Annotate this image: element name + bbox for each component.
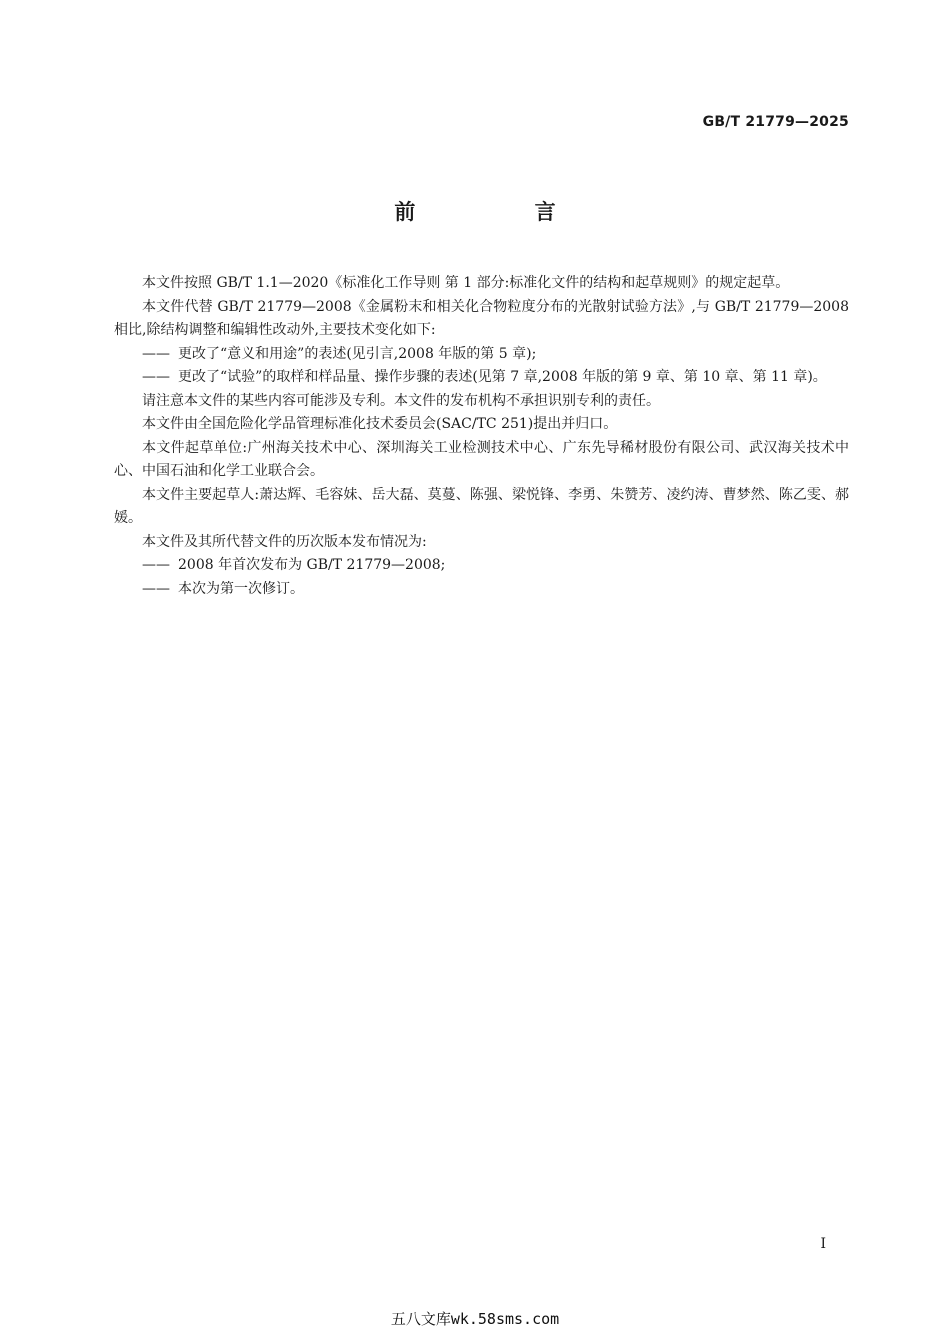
paragraph-replacement: 本文件代替 GB/T 21779—2008《金属粉末和相关化合物粒度分布的光散射试验方法》,与 GB/T 21779—2008 相比,除结构调整和编辑性改动外,主要技术变化如下: (114, 298, 849, 338)
dash-marker: —— (142, 580, 170, 597)
page-title: 前 言 (394, 200, 612, 224)
foreword-body (114, 272, 849, 601)
paragraph-drafters: 本文件主要起草人:萧达辉、毛容妹、岳大磊、莫蔓、陈强、梁悦锋、李勇、朱赞芳、凌约涛、曹梦然、陈乙雯、郝媛。 (114, 486, 849, 526)
list-item-history-1 (114, 554, 849, 578)
page-number: I (820, 1236, 826, 1252)
paragraph-version-history: 本文件及其所代替文件的历次版本发布情况为: (142, 533, 427, 550)
dash-marker: —— (142, 345, 170, 362)
paragraph-drafting-rules: 本文件按照 GB/T 1.1—2020《标准化工作导则 第 1 部分:标准化文件的结构和起草规则》的规定起草。 (142, 275, 790, 291)
paragraph-patent-notice: 请注意本文件的某些内容可能涉及专利。本文件的发布机构不承担识别专利的责任。 (142, 392, 660, 409)
dash-marker: —— (142, 369, 170, 385)
standard-code: GB/T 21779—2025 (702, 114, 849, 130)
list-item-change-2 (114, 366, 849, 390)
dash-marker: —— (142, 557, 170, 573)
list-item-change-1 (114, 343, 849, 367)
list-item-text: 更改了“意义和用途”的表述(见引言,2008 年版的第 5 章); (178, 345, 537, 362)
paragraph-proposer: 本文件由全国危险化学品管理标准化技术委员会(SAC/TC 251)提出并归口。 (142, 416, 618, 432)
paragraph-drafting-units: 本文件起草单位:广州海关技术中心、深圳海关工业检测技术中心、广东先导稀材股份有限公司、武汉海关技术中心、中国石油和化学工业联合会。 (114, 439, 849, 479)
footer-watermark: 五八文库wk.58sms.com (390, 1310, 560, 1328)
list-item-history-2 (114, 578, 849, 602)
list-item-text: 本次为第一次修订。 (178, 580, 304, 597)
list-item-text: 2008 年首次发布为 GB/T 21779—2008; (178, 557, 446, 573)
list-item-text: 更改了“试验”的取样和样品量、操作步骤的表述(见第 7 章,2008 年版的第 9 章、第 10 章、第 11 章)。 (178, 369, 827, 385)
